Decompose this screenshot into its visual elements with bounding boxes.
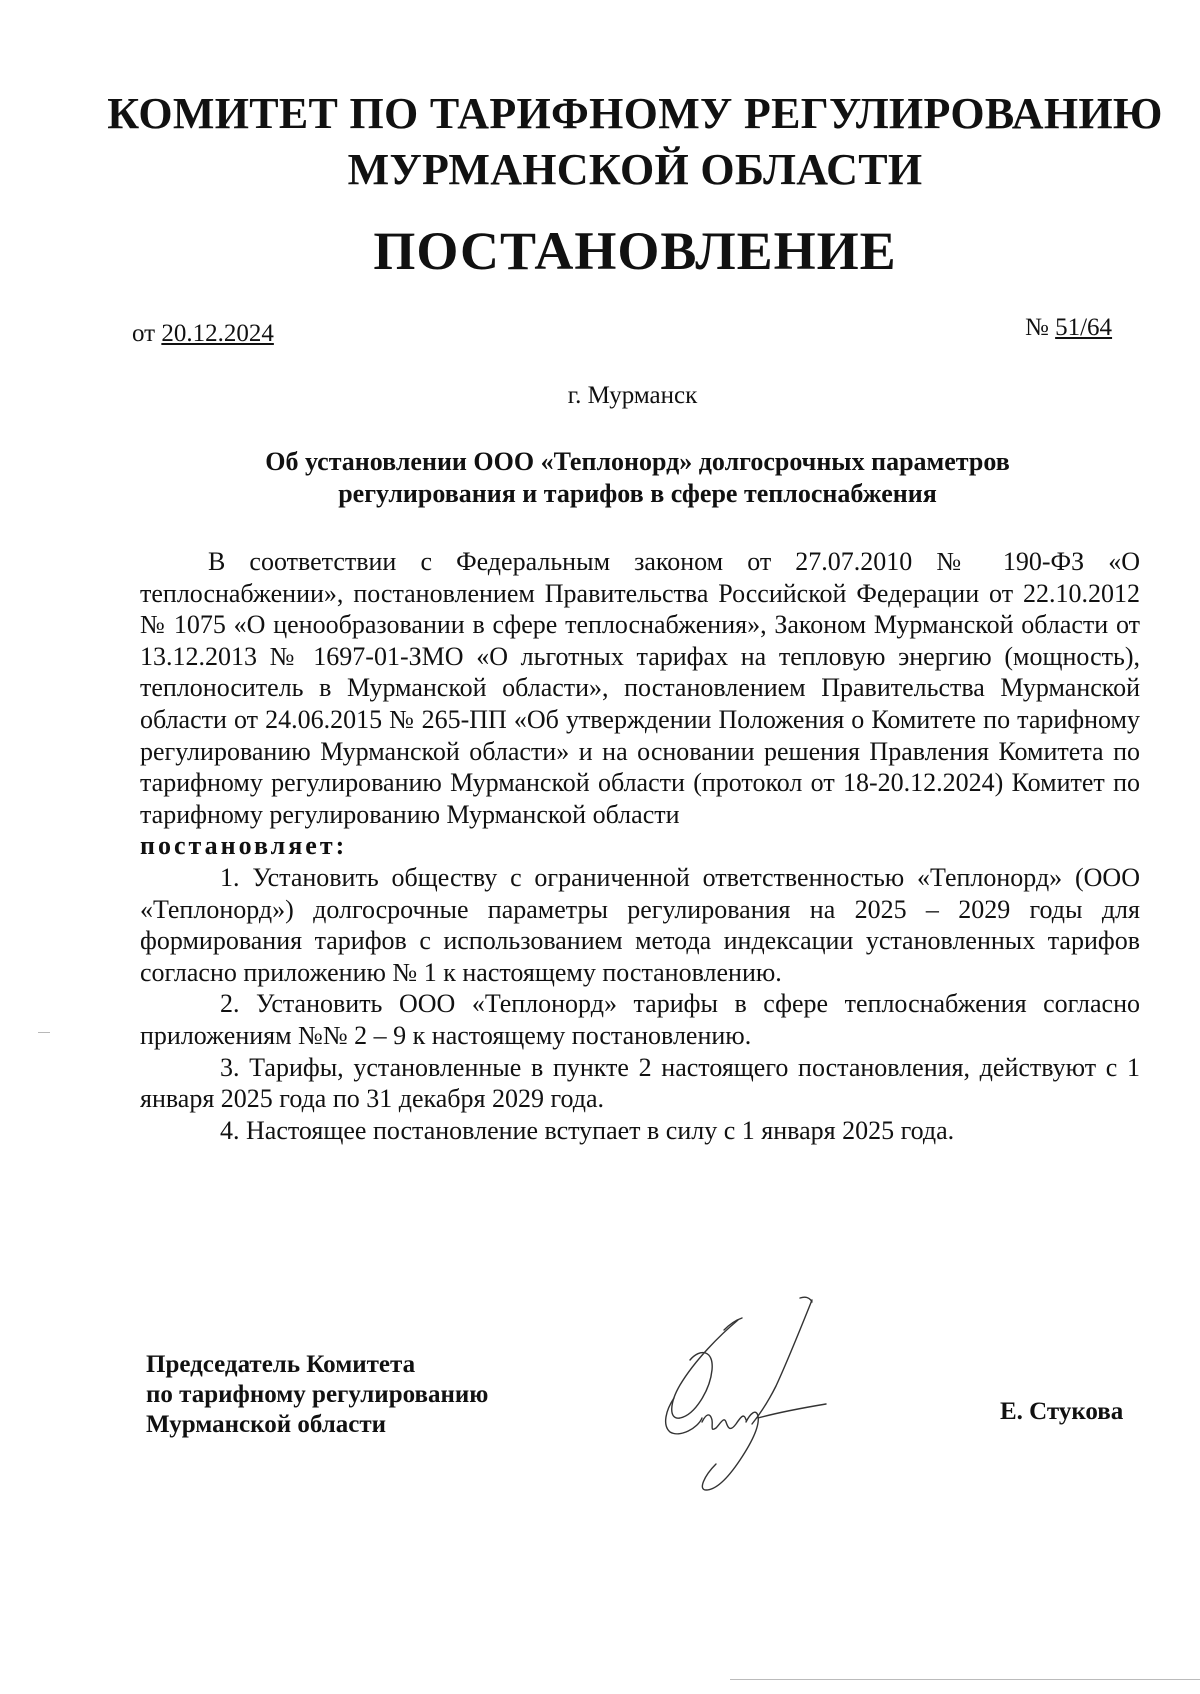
preamble-paragraph: В соответствии с Федеральным законом от 27.07.2010 № 190-ФЗ «О теплоснабжении», постановлением Правительства Российской Федерации от 22.10.2012 № 1075 «О ценообразовании в сфере теплоснабжения», Законом Мурманской области от 13.12.2013 № 1697-01-ЗМО «О льготных тарифах на тепловую энергию (мощность), теплоноситель в Мурманской области», постановлением Правительства Мурманской области от 24.06.2015 № 265-ПП «Об утверждении Положения о Комитете по тарифному регулированию Мурманской области» и на основании решения Правления Комитета по тарифному регулированию Мурманской области (протокол от 18-20.12.2024) Комитет по тарифному регулированию Мурманской области: [140, 547, 1140, 829]
organization-name-line1: КОМИТЕТ ПО ТАРИФНОМУ РЕГУЛИРОВАНИЮ: [107, 89, 1163, 138]
list-item: 1. Установить обществу с ограниченной ответственностью «Теплонорд» (ООО «Теплонорд») долгосрочные параметры регулирования на 2025 – 2029 годы для формирования тарифов с использованием метода индексации установленных тарифов согласно приложению № 1 к настоящему постановлению.: [140, 862, 1140, 987]
city-label: г. Мурманск: [567, 382, 698, 409]
document-date: [132, 320, 274, 348]
number-prefix: №: [1025, 314, 1049, 341]
list-item: 3. Тарифы, установленные в пункте 2 настоящего постановления, действуют с 1 января 2025 года по 31 декабря 2029 года.: [140, 1052, 1140, 1114]
date-value: 20.12.2024: [161, 320, 274, 347]
document-number: [1025, 314, 1112, 342]
list-item: 4. Настоящее постановление вступает в силу с 1 января 2025 года.: [220, 1115, 955, 1145]
signatory-name: Е. Стукова: [1000, 1398, 1124, 1425]
document-subject: [180, 446, 1095, 510]
signatory-title-line3: Мурманской области: [146, 1411, 387, 1438]
scan-edge-mark: [38, 1032, 50, 1033]
subject-line1: Об установлении ООО «Теплонорд» долгосрочных параметров: [265, 447, 1010, 476]
signatory-title-line2: по тарифному регулированию: [146, 1381, 489, 1408]
resolves-label: постановляет:: [140, 831, 348, 861]
document-body: [140, 546, 1140, 1146]
number-value: 51/64: [1055, 314, 1113, 341]
handwritten-signature-icon: [640, 1290, 870, 1500]
list-item: 2. Установить ООО «Теплонорд» тарифы в сфере теплоснабжения согласно приложениям №№ 2 – 9 к настоящему постановлению.: [140, 989, 1140, 1050]
subject-line2: регулирования и тарифов в сфере теплоснабжения: [338, 479, 937, 508]
signatory-title: [146, 1350, 488, 1440]
document-type-title: ПОСТАНОВЛЕНИЕ: [373, 221, 897, 281]
date-prefix: от: [132, 320, 156, 347]
signatory-title-line1: Председатель Комитета: [146, 1351, 416, 1378]
organization-name: [60, 86, 1200, 198]
organization-name-line2: МУРМАНСКОЙ ОБЛАСТИ: [347, 145, 923, 194]
scan-edge-line: [730, 1679, 1200, 1680]
